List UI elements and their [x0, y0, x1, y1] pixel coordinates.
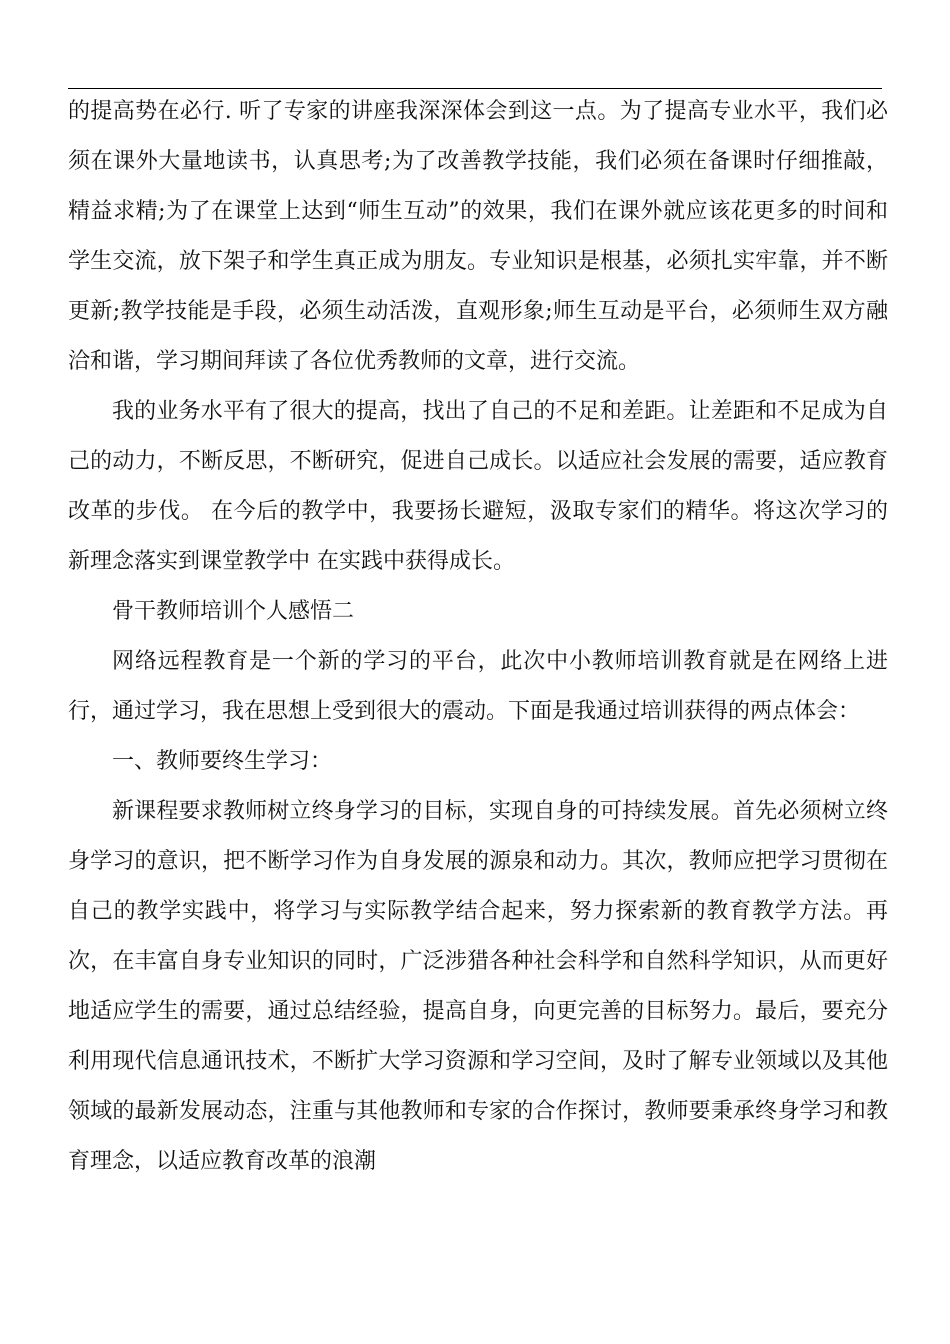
paragraph-lifelong-learning: 新课程要求教师树立终身学习的目标，实现自身的可持续发展。首先必须树立终身学习的意识，把不断学习作为自身发展的源泉和动力。其次，教师应把学习贯彻在自己的教学实践中，将学习与实际教学结合起来，努力探索新的教育教学方法。再次，在丰富自身专业知识的同时，广泛涉猎各种社会科学和自然科学知识，从而更好地适应学生的需要，通过总结经验，提高自身，向更完善的目标努力。最后，要充分利用现代信息通讯技术，不断扩大学习资源和学习空间，及时了解专业领域以及其他领域的最新发展动态，注重与其他教师和专家的合作探讨，教师要秉承终身学习和教育理念，以适应教育改革的浪潮	[68, 799, 888, 1174]
paragraph-intro: 网络远程教育是一个新的学习的平台，此次中小教师培训教育就是在网络上进行，通过学习，我在思想上受到很大的震动。下面是我通过培训获得的两点体会：	[68, 649, 888, 724]
document-body	[68, 87, 888, 1187]
paragraph-progress: 我的业务水平有了很大的提高，找出了自己的不足和差距。让差距和不足成为自己的动力，不断反思，不断研究，促进自己成长。以适应社会发展的需要，适应教育改革的步伐。 在今后的教学中，我要扬长避短，汲取专家们的精华。将这次学习的新理念落实到课堂教学中 在实践中获得成长。	[68, 399, 888, 574]
section-heading: 骨干教师培训个人感悟二	[112, 599, 355, 624]
paragraph-continuation: 的提高势在必行. 听了专家的讲座我深深体会到这一点。为了提高专业水平，我们必须在课外大量地读书，认真思考;为了改善教学技能，我们必须在备课时仔细推敲，精益求精;为了在课堂上达到“师生互动”的效果，我们在课外就应该花更多的时间和学生交流，放下架子和学生真正成为朋友。专业知识是根基，必须扎实牢靠，并不断更新;教学技能是手段，必须生动活泼，直观形象;师生互动是平台，必须师生双方融洽和谐，学习期间拜读了各位优秀教师的文章，进行交流。	[68, 99, 888, 374]
subsection-heading: 一、教师要终生学习：	[112, 749, 333, 774]
